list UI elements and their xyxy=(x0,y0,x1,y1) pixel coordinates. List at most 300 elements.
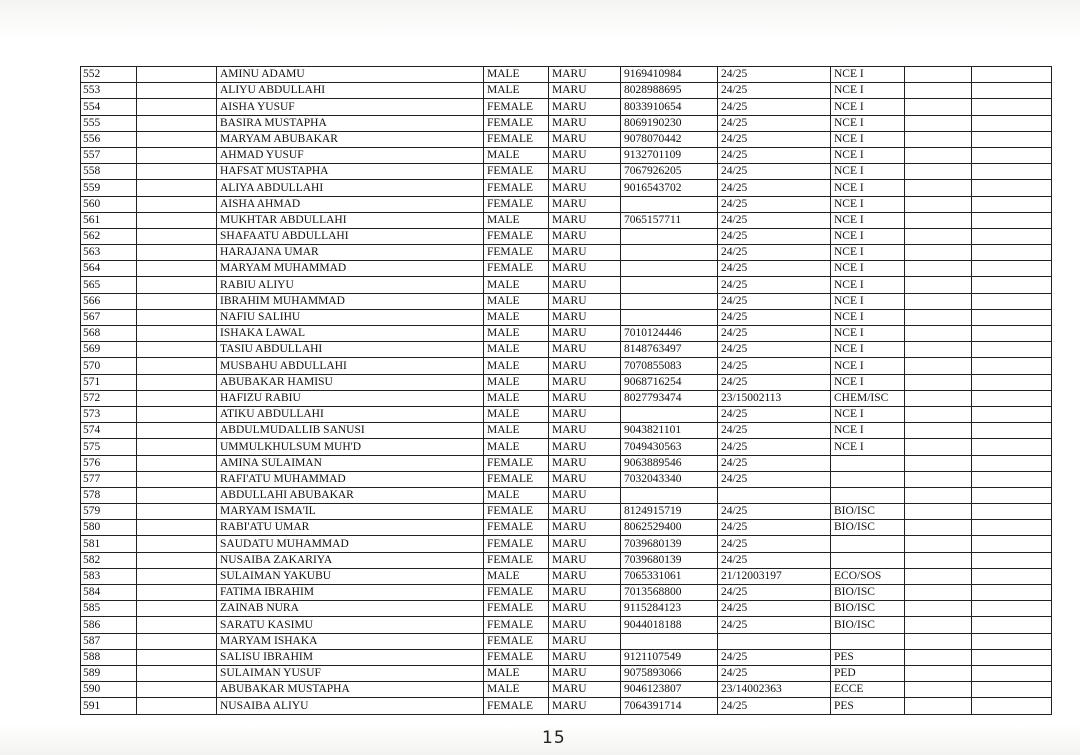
blank-cell xyxy=(137,326,217,342)
session-cell: 24/25 xyxy=(718,83,831,99)
phone-number-cell: 7065157711 xyxy=(621,212,718,228)
session-cell: 23/14002363 xyxy=(718,682,831,698)
gender-cell: FEMALE xyxy=(484,455,549,471)
blank-cell xyxy=(137,682,217,698)
blank-cell xyxy=(905,406,972,422)
student-name-cell: MUSBAHU ABDULLAHI xyxy=(217,358,484,374)
session-cell: 24/25 xyxy=(718,552,831,568)
serial-number-cell: 586 xyxy=(81,617,137,633)
gender-cell: MALE xyxy=(484,67,549,83)
table-row xyxy=(81,439,1052,455)
student-name-cell: NUSAIBA ALIYU xyxy=(217,698,484,714)
gender-cell: FEMALE xyxy=(484,504,549,520)
phone-number-cell: 9169410984 xyxy=(621,67,718,83)
gender-cell: FEMALE xyxy=(484,536,549,552)
lga-cell: MARU xyxy=(549,633,621,649)
table-row xyxy=(81,455,1052,471)
blank-cell xyxy=(137,633,217,649)
lga-cell: MARU xyxy=(549,212,621,228)
gender-cell: FEMALE xyxy=(484,471,549,487)
blank-cell xyxy=(137,277,217,293)
blank-cell xyxy=(137,455,217,471)
course-cell xyxy=(831,487,905,503)
course-cell xyxy=(831,455,905,471)
course-cell xyxy=(831,536,905,552)
student-name-cell: AMINU ADAMU xyxy=(217,67,484,83)
course-cell: NCE I xyxy=(831,147,905,163)
course-cell: BIO/ISC xyxy=(831,504,905,520)
table-row xyxy=(81,164,1052,180)
phone-number-cell xyxy=(621,261,718,277)
lga-cell: MARU xyxy=(549,585,621,601)
blank-cell xyxy=(905,568,972,584)
blank-cell xyxy=(905,617,972,633)
serial-number-cell: 552 xyxy=(81,67,137,83)
blank-cell xyxy=(972,601,1052,617)
lga-cell: MARU xyxy=(549,228,621,244)
blank-cell xyxy=(137,601,217,617)
gender-cell: FEMALE xyxy=(484,245,549,261)
session-cell: 24/25 xyxy=(718,245,831,261)
serial-number-cell: 562 xyxy=(81,228,137,244)
blank-cell xyxy=(972,439,1052,455)
session-cell: 24/25 xyxy=(718,617,831,633)
gender-cell: MALE xyxy=(484,390,549,406)
course-cell: NCE I xyxy=(831,115,905,131)
blank-cell xyxy=(905,245,972,261)
blank-cell xyxy=(137,212,217,228)
blank-cell xyxy=(905,682,972,698)
blank-cell xyxy=(137,293,217,309)
lga-cell: MARU xyxy=(549,487,621,503)
phone-number-cell: 7064391714 xyxy=(621,698,718,714)
phone-number-cell: 7039680139 xyxy=(621,536,718,552)
course-cell: NCE I xyxy=(831,277,905,293)
blank-cell xyxy=(905,423,972,439)
blank-cell xyxy=(137,471,217,487)
blank-cell xyxy=(972,536,1052,552)
gender-cell: MALE xyxy=(484,568,549,584)
session-cell: 24/25 xyxy=(718,228,831,244)
student-name-cell: SULAIMAN YUSUF xyxy=(217,665,484,681)
session-cell: 24/25 xyxy=(718,212,831,228)
blank-cell xyxy=(137,83,217,99)
blank-cell xyxy=(137,423,217,439)
gender-cell: FEMALE xyxy=(484,649,549,665)
course-cell xyxy=(831,471,905,487)
gender-cell: MALE xyxy=(484,147,549,163)
table-row xyxy=(81,487,1052,503)
phone-number-cell: 8148763497 xyxy=(621,342,718,358)
gender-cell: MALE xyxy=(484,423,549,439)
serial-number-cell: 566 xyxy=(81,293,137,309)
register-sheet xyxy=(80,66,1052,715)
blank-cell xyxy=(972,423,1052,439)
gender-cell: FEMALE xyxy=(484,261,549,277)
lga-cell: MARU xyxy=(549,439,621,455)
course-cell: NCE I xyxy=(831,228,905,244)
course-cell: BIO/ISC xyxy=(831,617,905,633)
blank-cell xyxy=(905,115,972,131)
serial-number-cell: 560 xyxy=(81,196,137,212)
gender-cell: MALE xyxy=(484,277,549,293)
table-row xyxy=(81,406,1052,422)
lga-cell: MARU xyxy=(549,147,621,163)
table-row xyxy=(81,665,1052,681)
course-cell: NCE I xyxy=(831,374,905,390)
gender-cell: MALE xyxy=(484,487,549,503)
serial-number-cell: 574 xyxy=(81,423,137,439)
blank-cell xyxy=(137,406,217,422)
student-name-cell: ABUBAKAR MUSTAPHA xyxy=(217,682,484,698)
serial-number-cell: 571 xyxy=(81,374,137,390)
table-row xyxy=(81,698,1052,714)
student-name-cell: NUSAIBA ZAKARIYA xyxy=(217,552,484,568)
serial-number-cell: 572 xyxy=(81,390,137,406)
blank-cell xyxy=(137,649,217,665)
blank-cell xyxy=(972,568,1052,584)
serial-number-cell: 568 xyxy=(81,326,137,342)
blank-cell xyxy=(972,406,1052,422)
blank-cell xyxy=(972,131,1052,147)
blank-cell xyxy=(905,536,972,552)
session-cell: 23/15002113 xyxy=(718,390,831,406)
blank-cell xyxy=(905,131,972,147)
blank-cell xyxy=(905,439,972,455)
blank-cell xyxy=(905,309,972,325)
lga-cell: MARU xyxy=(549,406,621,422)
serial-number-cell: 585 xyxy=(81,601,137,617)
table-row xyxy=(81,326,1052,342)
session-cell: 21/12003197 xyxy=(718,568,831,584)
blank-cell xyxy=(972,698,1052,714)
lga-cell: MARU xyxy=(549,277,621,293)
lga-cell: MARU xyxy=(549,617,621,633)
student-name-cell: SULAIMAN YAKUBU xyxy=(217,568,484,584)
table-row xyxy=(81,99,1052,115)
course-cell: NCE I xyxy=(831,164,905,180)
session-cell: 24/25 xyxy=(718,358,831,374)
phone-number-cell: 9115284123 xyxy=(621,601,718,617)
session-cell: 24/25 xyxy=(718,277,831,293)
lga-cell: MARU xyxy=(549,665,621,681)
lga-cell: MARU xyxy=(549,293,621,309)
gender-cell: MALE xyxy=(484,212,549,228)
phone-number-cell xyxy=(621,228,718,244)
session-cell: 24/25 xyxy=(718,536,831,552)
lga-cell: MARU xyxy=(549,115,621,131)
blank-cell xyxy=(972,487,1052,503)
blank-cell xyxy=(972,164,1052,180)
table-row xyxy=(81,649,1052,665)
table-row xyxy=(81,342,1052,358)
session-cell: 24/25 xyxy=(718,309,831,325)
course-cell: BIO/ISC xyxy=(831,601,905,617)
gender-cell: FEMALE xyxy=(484,552,549,568)
blank-cell xyxy=(972,245,1052,261)
blank-cell xyxy=(972,455,1052,471)
student-name-cell: RAFI'ATU MUHAMMAD xyxy=(217,471,484,487)
blank-cell xyxy=(137,245,217,261)
table-row xyxy=(81,180,1052,196)
lga-cell: MARU xyxy=(549,698,621,714)
phone-number-cell: 7070855083 xyxy=(621,358,718,374)
serial-number-cell: 582 xyxy=(81,552,137,568)
session-cell xyxy=(718,633,831,649)
blank-cell xyxy=(972,99,1052,115)
student-name-cell: HARAJANA UMAR xyxy=(217,245,484,261)
phone-number-cell: 8062529400 xyxy=(621,520,718,536)
gender-cell: MALE xyxy=(484,309,549,325)
blank-cell xyxy=(972,342,1052,358)
serial-number-cell: 580 xyxy=(81,520,137,536)
blank-cell xyxy=(905,552,972,568)
gender-cell: FEMALE xyxy=(484,698,549,714)
student-name-cell: AISHA YUSUF xyxy=(217,99,484,115)
table-row xyxy=(81,67,1052,83)
serial-number-cell: 589 xyxy=(81,665,137,681)
blank-cell xyxy=(972,520,1052,536)
blank-cell xyxy=(972,180,1052,196)
lga-cell: MARU xyxy=(549,83,621,99)
blank-cell xyxy=(137,504,217,520)
lga-cell: MARU xyxy=(549,455,621,471)
blank-cell xyxy=(905,212,972,228)
table-row xyxy=(81,520,1052,536)
course-cell: ECCE xyxy=(831,682,905,698)
course-cell: NCE I xyxy=(831,326,905,342)
gender-cell: FEMALE xyxy=(484,601,549,617)
course-cell: NCE I xyxy=(831,245,905,261)
session-cell: 24/25 xyxy=(718,261,831,277)
session-cell: 24/25 xyxy=(718,147,831,163)
blank-cell xyxy=(905,471,972,487)
lga-cell: MARU xyxy=(549,374,621,390)
course-cell: NCE I xyxy=(831,406,905,422)
gender-cell: FEMALE xyxy=(484,520,549,536)
phone-number-cell xyxy=(621,406,718,422)
lga-cell: MARU xyxy=(549,471,621,487)
phone-number-cell xyxy=(621,293,718,309)
blank-cell xyxy=(905,665,972,681)
blank-cell xyxy=(137,617,217,633)
blank-cell xyxy=(137,698,217,714)
session-cell: 24/25 xyxy=(718,293,831,309)
serial-number-cell: 570 xyxy=(81,358,137,374)
session-cell: 24/25 xyxy=(718,374,831,390)
course-cell: NCE I xyxy=(831,423,905,439)
blank-cell xyxy=(905,487,972,503)
course-cell: NCE I xyxy=(831,131,905,147)
blank-cell xyxy=(137,585,217,601)
gender-cell: FEMALE xyxy=(484,180,549,196)
blank-cell xyxy=(972,390,1052,406)
phone-number-cell: 9068716254 xyxy=(621,374,718,390)
phone-number-cell: 8027793474 xyxy=(621,390,718,406)
serial-number-cell: 590 xyxy=(81,682,137,698)
lga-cell: MARU xyxy=(549,342,621,358)
lga-cell: MARU xyxy=(549,504,621,520)
blank-cell xyxy=(905,585,972,601)
lga-cell: MARU xyxy=(549,358,621,374)
serial-number-cell: 561 xyxy=(81,212,137,228)
blank-cell xyxy=(972,552,1052,568)
blank-cell xyxy=(137,439,217,455)
blank-cell xyxy=(972,665,1052,681)
student-name-cell: ISHAKA LAWAL xyxy=(217,326,484,342)
student-register-table xyxy=(80,66,1052,715)
phone-number-cell: 9016543702 xyxy=(621,180,718,196)
blank-cell xyxy=(972,309,1052,325)
serial-number-cell: 578 xyxy=(81,487,137,503)
blank-cell xyxy=(905,455,972,471)
blank-cell xyxy=(905,390,972,406)
phone-number-cell: 9078070442 xyxy=(621,131,718,147)
session-cell: 24/25 xyxy=(718,649,831,665)
session-cell: 24/25 xyxy=(718,423,831,439)
blank-cell xyxy=(972,682,1052,698)
phone-number-cell: 9044018188 xyxy=(621,617,718,633)
student-name-cell: ATIKU ABDULLAHI xyxy=(217,406,484,422)
student-name-cell: RABI'ATU UMAR xyxy=(217,520,484,536)
gender-cell: FEMALE xyxy=(484,633,549,649)
blank-cell xyxy=(972,67,1052,83)
serial-number-cell: 553 xyxy=(81,83,137,99)
table-row xyxy=(81,390,1052,406)
blank-cell xyxy=(972,504,1052,520)
gender-cell: FEMALE xyxy=(484,585,549,601)
gender-cell: FEMALE xyxy=(484,115,549,131)
blank-cell xyxy=(137,131,217,147)
course-cell xyxy=(831,633,905,649)
serial-number-cell: 565 xyxy=(81,277,137,293)
serial-number-cell: 559 xyxy=(81,180,137,196)
table-row xyxy=(81,504,1052,520)
table-row xyxy=(81,147,1052,163)
student-name-cell: NAFIU SALIHU xyxy=(217,309,484,325)
phone-number-cell: 9132701109 xyxy=(621,147,718,163)
serial-number-cell: 555 xyxy=(81,115,137,131)
blank-cell xyxy=(972,633,1052,649)
blank-cell xyxy=(972,83,1052,99)
phone-number-cell: 7065331061 xyxy=(621,568,718,584)
blank-cell xyxy=(137,665,217,681)
serial-number-cell: 588 xyxy=(81,649,137,665)
table-row xyxy=(81,585,1052,601)
gender-cell: FEMALE xyxy=(484,228,549,244)
serial-number-cell: 563 xyxy=(81,245,137,261)
lga-cell: MARU xyxy=(549,196,621,212)
blank-cell xyxy=(137,147,217,163)
serial-number-cell: 564 xyxy=(81,261,137,277)
blank-cell xyxy=(972,277,1052,293)
blank-cell xyxy=(905,293,972,309)
student-name-cell: ZAINAB NURA xyxy=(217,601,484,617)
lga-cell: MARU xyxy=(549,99,621,115)
table-row xyxy=(81,261,1052,277)
gender-cell: MALE xyxy=(484,342,549,358)
student-name-cell: HAFIZU RABIU xyxy=(217,390,484,406)
course-cell: ECO/SOS xyxy=(831,568,905,584)
phone-number-cell xyxy=(621,245,718,261)
blank-cell xyxy=(972,212,1052,228)
blank-cell xyxy=(905,520,972,536)
blank-cell xyxy=(137,228,217,244)
blank-cell xyxy=(905,261,972,277)
blank-cell xyxy=(137,374,217,390)
session-cell: 24/25 xyxy=(718,99,831,115)
serial-number-cell: 577 xyxy=(81,471,137,487)
serial-number-cell: 583 xyxy=(81,568,137,584)
serial-number-cell: 558 xyxy=(81,164,137,180)
blank-cell xyxy=(905,147,972,163)
course-cell: NCE I xyxy=(831,180,905,196)
table-row xyxy=(81,115,1052,131)
course-cell: NCE I xyxy=(831,439,905,455)
table-row xyxy=(81,552,1052,568)
blank-cell xyxy=(905,99,972,115)
course-cell: NCE I xyxy=(831,293,905,309)
session-cell: 24/25 xyxy=(718,471,831,487)
blank-cell xyxy=(137,487,217,503)
table-row xyxy=(81,131,1052,147)
blank-cell xyxy=(137,115,217,131)
serial-number-cell: 579 xyxy=(81,504,137,520)
gender-cell: FEMALE xyxy=(484,164,549,180)
gender-cell: MALE xyxy=(484,406,549,422)
lga-cell: MARU xyxy=(549,568,621,584)
phone-number-cell: 9046123807 xyxy=(621,682,718,698)
gender-cell: FEMALE xyxy=(484,99,549,115)
table-row xyxy=(81,374,1052,390)
phone-number-cell: 7049430563 xyxy=(621,439,718,455)
blank-cell xyxy=(905,164,972,180)
phone-number-cell: 9063889546 xyxy=(621,455,718,471)
blank-cell xyxy=(972,358,1052,374)
student-name-cell: UMMULKHULSUM MUH'D xyxy=(217,439,484,455)
serial-number-cell: 554 xyxy=(81,99,137,115)
phone-number-cell: 7010124446 xyxy=(621,326,718,342)
blank-cell xyxy=(905,83,972,99)
blank-cell xyxy=(972,147,1052,163)
blank-cell xyxy=(972,471,1052,487)
table-row xyxy=(81,83,1052,99)
student-name-cell: SARATU KASIMU xyxy=(217,617,484,633)
session-cell: 24/25 xyxy=(718,665,831,681)
blank-cell xyxy=(905,228,972,244)
blank-cell xyxy=(905,180,972,196)
blank-cell xyxy=(137,390,217,406)
session-cell: 24/25 xyxy=(718,585,831,601)
table-row xyxy=(81,309,1052,325)
lga-cell: MARU xyxy=(549,601,621,617)
lga-cell: MARU xyxy=(549,520,621,536)
phone-number-cell xyxy=(621,633,718,649)
blank-cell xyxy=(905,633,972,649)
phone-number-cell: 9043821101 xyxy=(621,423,718,439)
student-name-cell: AISHA AHMAD xyxy=(217,196,484,212)
session-cell: 24/25 xyxy=(718,196,831,212)
register-rows xyxy=(81,67,1052,715)
serial-number-cell: 556 xyxy=(81,131,137,147)
phone-number-cell: 7032043340 xyxy=(621,471,718,487)
lga-cell: MARU xyxy=(549,423,621,439)
blank-cell xyxy=(972,649,1052,665)
session-cell: 24/25 xyxy=(718,67,831,83)
gender-cell: MALE xyxy=(484,682,549,698)
phone-number-cell: 7013568800 xyxy=(621,585,718,601)
blank-cell xyxy=(905,601,972,617)
